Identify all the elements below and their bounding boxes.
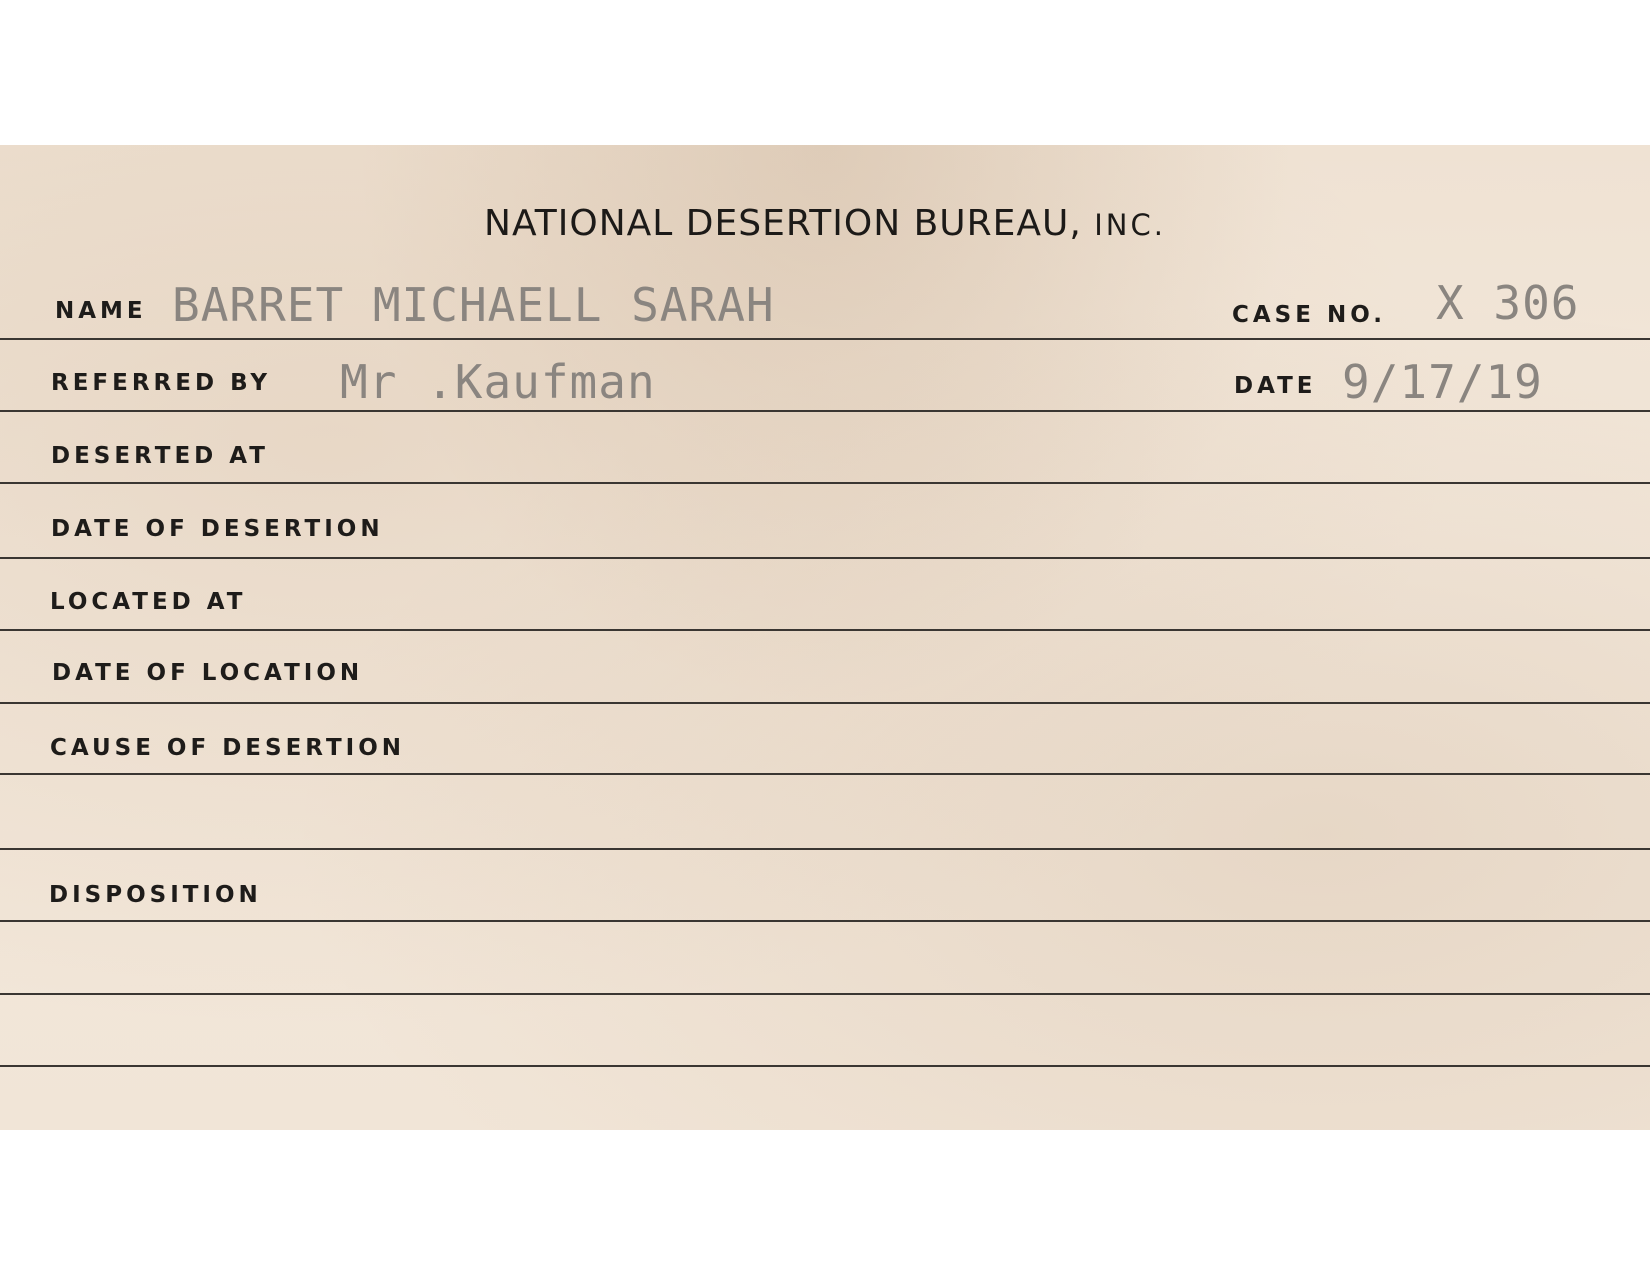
name-label: NAME <box>55 298 147 324</box>
date-of-location-label: DATE OF LOCATION <box>52 660 364 686</box>
rule-date-of-desertion <box>0 557 1650 559</box>
cause-of-desertion-label: CAUSE OF DESERTION <box>50 735 406 761</box>
rule-located-at <box>0 629 1650 631</box>
rule-referred <box>0 410 1650 412</box>
date-value: 9/17/19 <box>1342 355 1543 409</box>
bureau-title-main: NATIONAL DESERTION BUREAU, <box>484 203 1082 244</box>
rule-date-of-location <box>0 702 1650 704</box>
case-no-value: X 306 <box>1436 276 1580 330</box>
date-label: DATE <box>1234 373 1317 399</box>
rule-deserted-at <box>0 482 1650 484</box>
bureau-title <box>0 203 1650 244</box>
rule-disposition-1 <box>0 920 1650 922</box>
name-value: BARRET MICHAELL SARAH <box>172 278 775 332</box>
case-no-label: CASE NO. <box>1232 302 1386 328</box>
deserted-at-label: DESERTED AT <box>51 443 269 469</box>
rule-cause-1 <box>0 773 1650 775</box>
index-card <box>0 145 1650 1130</box>
bureau-title-suffix: INC. <box>1094 208 1166 242</box>
located-at-label: LOCATED AT <box>50 589 247 615</box>
disposition-label: DISPOSITION <box>49 882 262 908</box>
rule-disposition-2 <box>0 993 1650 995</box>
rule-cause-2 <box>0 848 1650 850</box>
referred-by-value: Mr .Kaufman <box>340 355 656 409</box>
rule-disposition-3 <box>0 1065 1650 1067</box>
date-of-desertion-label: DATE OF DESERTION <box>51 516 384 542</box>
rule-name <box>0 338 1650 340</box>
referred-by-label: REFERRED BY <box>51 370 272 396</box>
